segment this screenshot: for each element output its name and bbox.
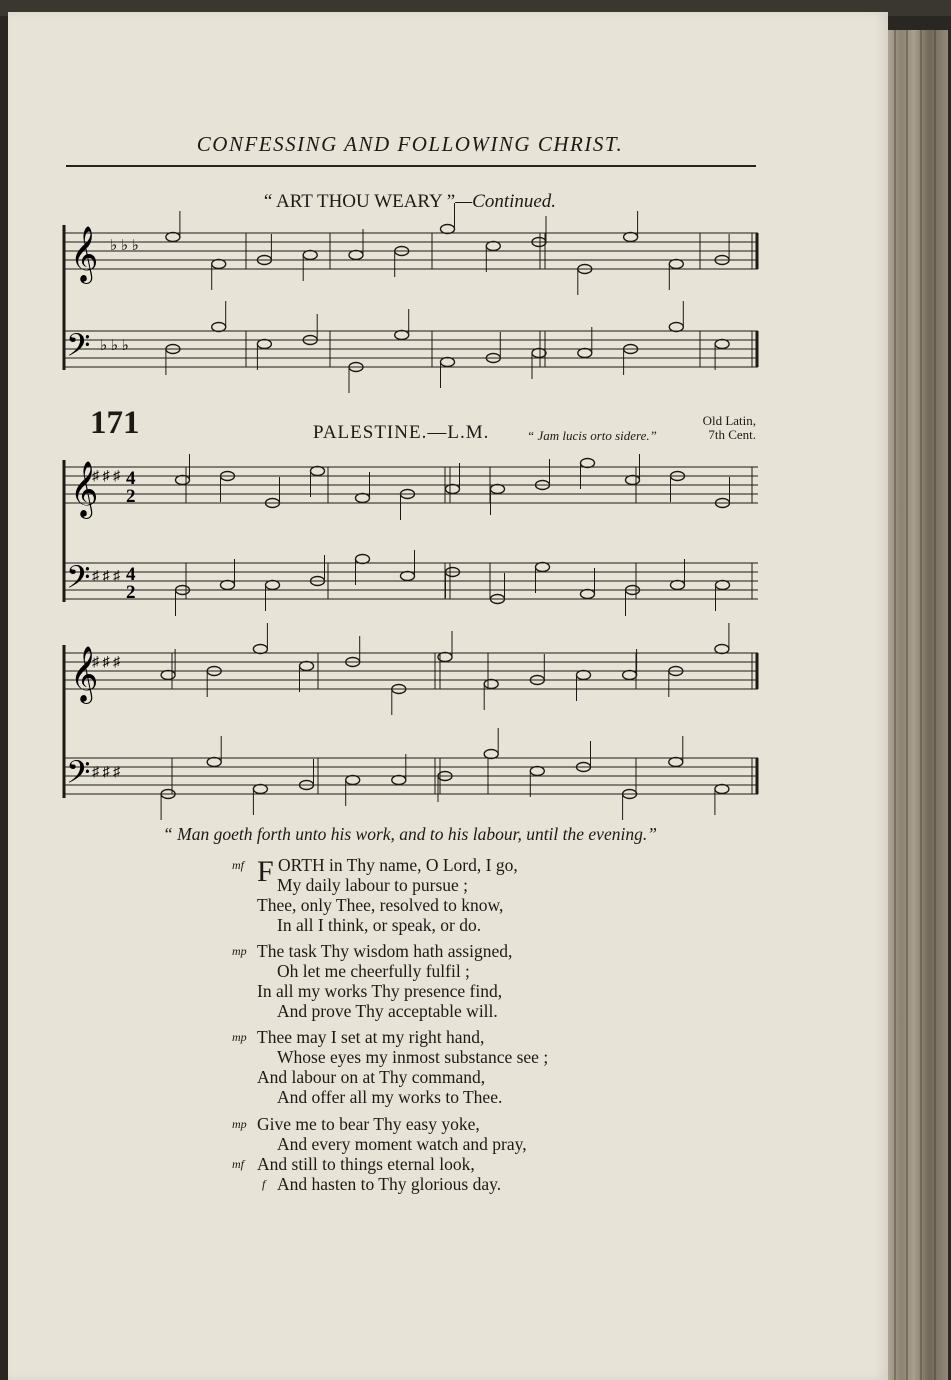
attribution xyxy=(660,414,756,442)
verse-line: And labour on at Thy command, xyxy=(257,1067,486,1087)
verse-line xyxy=(232,1174,527,1194)
note-head xyxy=(669,260,683,269)
note-head xyxy=(626,476,640,485)
epigraph: “ Man goeth forth unto his work, and to his labour, until the evening.” xyxy=(163,824,657,844)
note-head xyxy=(349,251,363,260)
text-source: “ Jam lucis orto sidere.” xyxy=(527,428,657,443)
note-head xyxy=(311,467,325,476)
continued-label: —Continued. xyxy=(455,191,557,212)
dynamic-mark: mp xyxy=(232,1117,247,1131)
note-head xyxy=(530,767,544,776)
dynamic-mark: f xyxy=(262,1177,266,1191)
system3-treble-clef: 𝄞 xyxy=(70,648,99,701)
system1-bass-key: ♭ ♭ ♭ xyxy=(100,338,129,354)
system2-bass-key: ♯ ♯ ♯ xyxy=(92,569,120,584)
note-head xyxy=(212,323,226,332)
verse-text: ORTH in Thy name, O Lord, I go, xyxy=(278,855,518,875)
note-head xyxy=(356,494,370,503)
verse-line: And offer all my works to Thee. xyxy=(277,1087,503,1107)
system2-treble-clef: 𝄞 xyxy=(70,463,99,516)
note-head xyxy=(212,260,226,269)
system2-bass-time-bottom: 2 xyxy=(126,582,136,603)
attribution-origin: Old Latin, xyxy=(702,413,756,428)
system2-bass-time-top: 4 xyxy=(126,564,136,585)
note-head xyxy=(266,581,280,590)
note-head xyxy=(491,485,505,494)
verse-line: Thee, only Thee, resolved to know, xyxy=(257,895,504,915)
note-head xyxy=(716,581,730,590)
system3-bass-clef: 𝄢 xyxy=(66,756,91,798)
verse-text: And still to things eternal look, xyxy=(257,1154,475,1174)
verse-line: Oh let me cheerfully fulfil ; xyxy=(277,961,470,981)
system3-bass-key: ♯ ♯ ♯ xyxy=(92,765,120,780)
dynamic-mark: mf xyxy=(232,1157,244,1171)
note-head xyxy=(536,563,550,572)
note-head xyxy=(715,785,729,794)
verse-line: And every moment watch and pray, xyxy=(277,1134,527,1154)
verse-1 xyxy=(232,855,518,935)
note-head xyxy=(581,590,595,599)
system2-treble-key: ♯ ♯ ♯ xyxy=(92,469,120,484)
continued-hymn-title: “ ART THOU WEARY ” xyxy=(263,191,456,212)
verse-line: And prove Thy acceptable will. xyxy=(277,1001,498,1021)
note-head xyxy=(671,581,685,590)
verse-text: The task Thy wisdom hath assigned, xyxy=(257,941,513,961)
note-head xyxy=(221,581,235,590)
note-head xyxy=(532,349,546,358)
note-heads xyxy=(161,203,729,820)
system2-bass-staff xyxy=(64,563,758,599)
note-head xyxy=(161,671,175,680)
verse-text: Thee may I set at my right hand, xyxy=(257,1027,485,1047)
note-head xyxy=(669,323,683,332)
note-head xyxy=(207,758,221,767)
drop-cap: F xyxy=(257,855,274,888)
note-head xyxy=(346,776,360,785)
system1-treble-staff xyxy=(64,233,758,269)
note-head xyxy=(577,671,591,680)
verse-text: And hasten to Thy glorious day. xyxy=(277,1174,502,1194)
system1-treble-key: ♭ ♭ ♭ xyxy=(110,238,139,254)
verse-line: In all my works Thy presence find, xyxy=(257,981,503,1001)
note-head xyxy=(484,680,498,689)
note-head xyxy=(715,340,729,349)
note-head xyxy=(303,251,317,260)
note-head xyxy=(669,758,683,767)
system3-bass-staff xyxy=(64,758,758,794)
note-head xyxy=(484,750,498,759)
system1-bass-clef: 𝄢 xyxy=(66,329,91,371)
hymn-number: 171 xyxy=(90,405,140,441)
system1-bass-staff xyxy=(64,331,758,367)
note-head xyxy=(166,233,180,242)
dynamic-mark: mf xyxy=(232,858,244,872)
note-head xyxy=(578,349,592,358)
note-head xyxy=(356,555,370,564)
verse-3 xyxy=(232,1027,548,1107)
note-head xyxy=(257,340,271,349)
attribution-century: 7th Cent. xyxy=(708,427,756,442)
system2-treble-time-top: 4 xyxy=(126,468,136,489)
system3-treble-key: ♯ ♯ ♯ xyxy=(92,655,120,670)
note-head xyxy=(441,225,455,234)
system3-barlines xyxy=(64,645,757,798)
verse-line xyxy=(232,941,512,961)
note-head xyxy=(441,358,455,367)
verse-line xyxy=(232,1114,527,1134)
system1-barlines xyxy=(64,225,757,370)
verse-line: In all I think, or speak, or do. xyxy=(277,915,482,935)
system2-bass-clef: 𝄢 xyxy=(66,561,91,603)
system1-treble-clef: 𝄞 xyxy=(70,228,99,281)
dynamic-mark: mp xyxy=(232,944,247,958)
verse-line xyxy=(232,1027,548,1047)
note-head xyxy=(392,776,406,785)
running-head: CONFESSING AND FOLLOWING CHRIST. xyxy=(196,132,624,156)
note-head xyxy=(581,459,595,468)
note-head xyxy=(486,242,500,251)
verse-line xyxy=(232,1154,527,1174)
note-head xyxy=(446,485,460,494)
system2-treble-time-bottom: 2 xyxy=(126,486,136,507)
tune-name: PALESTINE.—L.M. xyxy=(313,422,490,443)
note-head xyxy=(253,645,267,654)
note-head xyxy=(715,645,729,654)
note-head xyxy=(624,233,638,242)
note-head xyxy=(300,662,314,671)
note-head xyxy=(253,785,267,794)
note-head xyxy=(395,331,409,340)
verse-2 xyxy=(232,941,512,1021)
note-head xyxy=(401,572,415,581)
verse-line: Whose eyes my inmost substance see ; xyxy=(277,1047,549,1067)
note-head xyxy=(623,671,637,680)
verse-text: Give me to bear Thy easy yoke, xyxy=(257,1114,480,1134)
dynamic-mark: mp xyxy=(232,1030,247,1044)
verse-line: My daily labour to pursue ; xyxy=(277,875,469,895)
note-head xyxy=(176,476,190,485)
verse-4 xyxy=(232,1114,527,1194)
